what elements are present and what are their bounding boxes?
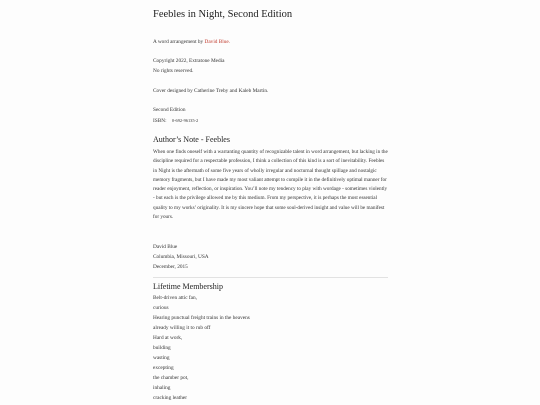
isbn-value: 0-692-96135-2 [171, 118, 199, 123]
poem-line: building [153, 345, 171, 351]
poem-line: Belt-driven attic fan, [153, 295, 197, 301]
poem-heading: Lifetime Membership [153, 282, 223, 291]
poem-line: Hearing punctual freight trains in the heavens [153, 315, 250, 321]
section-divider [153, 277, 388, 278]
poem-line: excepting [153, 365, 174, 371]
arrangement-prefix: A word arrangement by [153, 39, 204, 45]
poem-line: curious [153, 305, 169, 311]
poem-line: the chamber pot, [153, 375, 189, 381]
poem-line: inhaling [153, 385, 171, 391]
rights-text: No rights reserved. [153, 68, 194, 74]
author-note-heading: Author’s Note - Feebles [153, 135, 230, 144]
isbn-line [153, 117, 198, 125]
signature-name: David Blue [153, 244, 178, 250]
edition-text: Second Edition [153, 107, 186, 113]
poem-line: already willing it to rub off [153, 325, 211, 331]
cover-credit: Cover designed by Catherine Treby and Kaleb Martin. [153, 88, 269, 94]
signature-date: December, 2015 [153, 264, 188, 270]
poem-line: wasting [153, 355, 170, 361]
copyright-text: Copyright 2022, Extratone Media [153, 58, 225, 64]
arrangement-line [153, 39, 230, 46]
author-link[interactable]: David Blue. [204, 39, 231, 45]
poem-line: Hard at work, [153, 335, 183, 341]
book-title: Feebles in Night, Second Edition [153, 9, 293, 20]
isbn-label: ISBN: [153, 118, 167, 124]
poem-line: cracking leather [153, 395, 187, 401]
author-note-body: When one finds oneself with a warranting quantity of recognizable talent in word arrangement, but lacking in the discipline required for a respectable profession, I think a collection of this kind is a sort of inevitability. Feebles in Night is the aftermath of some five years of wholly irregular and nocturnal thought spillage and nostalgic memory fragments, but I have made my most valiant attempt to compile it in the definitively optimal manner for reader enjoyment, reflection, or inspiration. You’ll note my tendency to play with wordage - sometimes violently - but each is the privilege allowed me by this medium. From my perspective, it is perhaps the most essential quality to my works’ originality. It is my sincere hope that some soul-derived insight and value will be manifest for yours. [153, 149, 388, 221]
signature-place: Columbia, Missouri, USA [153, 254, 209, 260]
